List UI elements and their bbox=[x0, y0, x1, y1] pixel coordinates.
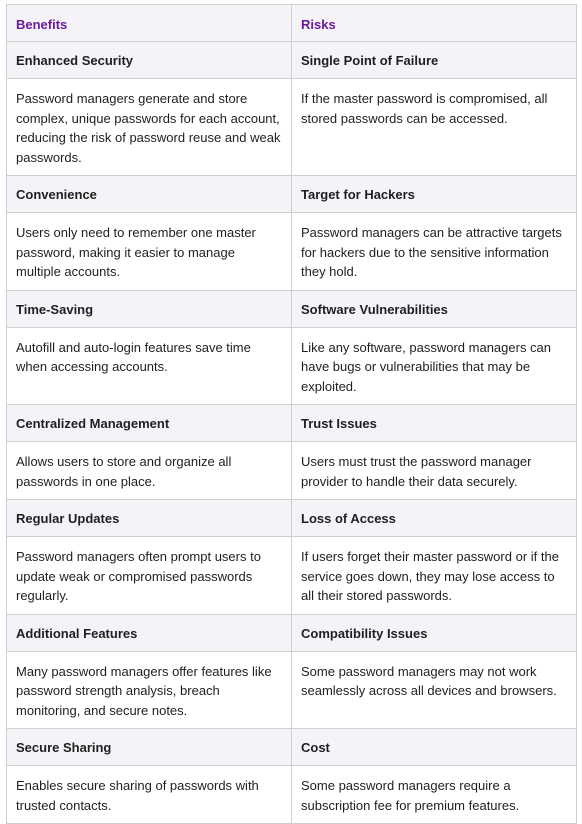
benefits-risks-table bbox=[6, 4, 577, 824]
table-row-title bbox=[7, 176, 577, 213]
benefit-description: Many password managers offer features like password strength analysis, breach monitoring, and secure notes. bbox=[7, 651, 292, 729]
risk-title: Target for Hackers bbox=[292, 176, 577, 213]
benefit-description: Users only need to remember one master password, making it easier to manage multiple accounts. bbox=[7, 213, 292, 291]
risk-description: Password managers can be attractive targets for hackers due to the sensitive information they hold. bbox=[292, 213, 577, 291]
table-row-title bbox=[7, 290, 577, 327]
table-row-title bbox=[7, 614, 577, 651]
table-row-title bbox=[7, 500, 577, 537]
table-header-row bbox=[7, 5, 577, 42]
risk-title: Trust Issues bbox=[292, 405, 577, 442]
risk-description: If the master password is compromised, all stored passwords can be accessed. bbox=[292, 79, 577, 176]
table-row-description bbox=[7, 651, 577, 729]
benefit-title: Convenience bbox=[7, 176, 292, 213]
table-row-description bbox=[7, 79, 577, 176]
risk-title: Single Point of Failure bbox=[292, 42, 577, 79]
risk-description: Like any software, password managers can have bugs or vulnerabilities that may be exploited. bbox=[292, 327, 577, 405]
table-row-description bbox=[7, 766, 577, 824]
benefit-description: Password managers generate and store complex, unique passwords for each account, reducing the risk of password reuse and weak passwords. bbox=[7, 79, 292, 176]
benefit-title: Secure Sharing bbox=[7, 729, 292, 766]
risk-description: If users forget their master password or if the service goes down, they may lose access to all their stored passwords. bbox=[292, 537, 577, 615]
benefit-title: Time-Saving bbox=[7, 290, 292, 327]
table-row-description bbox=[7, 537, 577, 615]
benefit-description: Allows users to store and organize all passwords in one place. bbox=[7, 442, 292, 500]
table-row-title bbox=[7, 729, 577, 766]
risk-title: Loss of Access bbox=[292, 500, 577, 537]
header-benefits: Benefits bbox=[7, 5, 292, 42]
benefit-title: Enhanced Security bbox=[7, 42, 292, 79]
risk-title: Compatibility Issues bbox=[292, 614, 577, 651]
benefit-title: Additional Features bbox=[7, 614, 292, 651]
benefit-title: Centralized Management bbox=[7, 405, 292, 442]
risk-description: Some password managers may not work seamlessly across all devices and browsers. bbox=[292, 651, 577, 729]
benefit-description: Password managers often prompt users to update weak or compromised passwords regularly. bbox=[7, 537, 292, 615]
risk-description: Users must trust the password manager provider to handle their data securely. bbox=[292, 442, 577, 500]
table-row-title bbox=[7, 42, 577, 79]
table-row-title bbox=[7, 405, 577, 442]
table-row-description bbox=[7, 442, 577, 500]
risk-title: Software Vulnerabilities bbox=[292, 290, 577, 327]
table-row-description bbox=[7, 213, 577, 291]
risk-description: Some password managers require a subscription fee for premium features. bbox=[292, 766, 577, 824]
benefit-description: Enables secure sharing of passwords with trusted contacts. bbox=[7, 766, 292, 824]
risk-title: Cost bbox=[292, 729, 577, 766]
header-risks: Risks bbox=[292, 5, 577, 42]
benefit-title: Regular Updates bbox=[7, 500, 292, 537]
benefit-description: Autofill and auto-login features save time when accessing accounts. bbox=[7, 327, 292, 405]
table-row-description bbox=[7, 327, 577, 405]
